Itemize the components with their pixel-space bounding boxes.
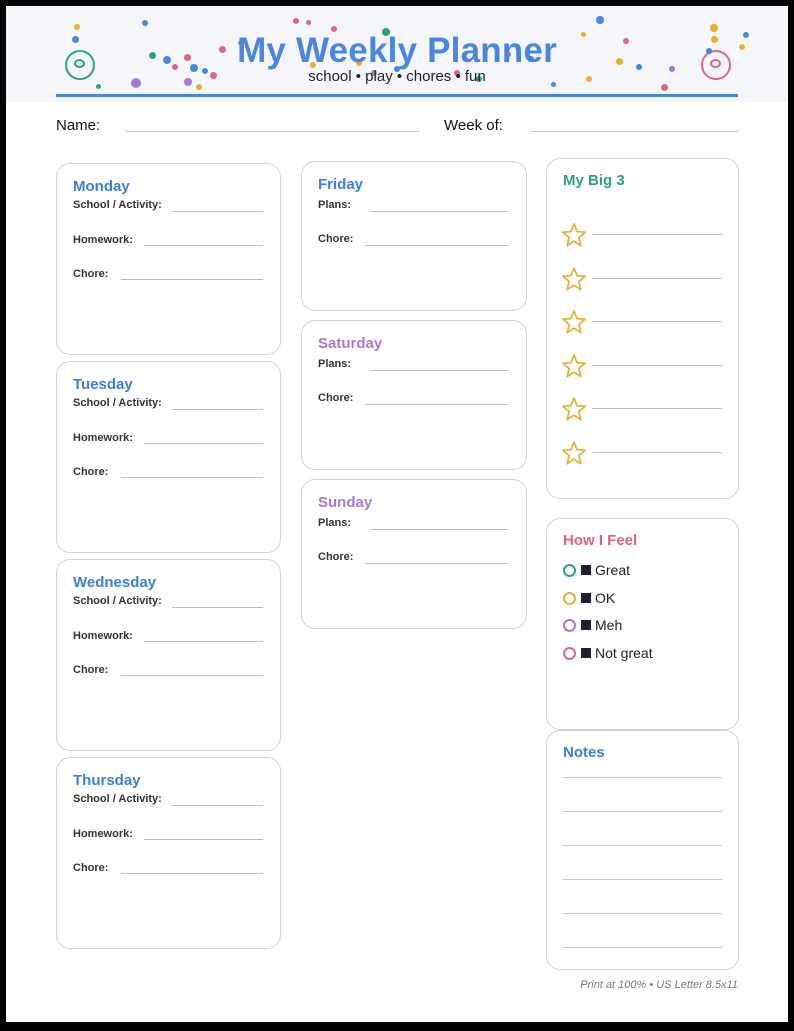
field-label: Chore: bbox=[318, 233, 354, 245]
checkbox-square-icon bbox=[581, 620, 591, 630]
mood-label: Not great bbox=[595, 645, 653, 661]
day-card-wednesday bbox=[56, 559, 281, 751]
circle-icon bbox=[563, 647, 576, 660]
day-title: Friday bbox=[318, 176, 364, 193]
field-line[interactable] bbox=[365, 404, 508, 405]
day-card-tuesday bbox=[56, 361, 281, 553]
feel-title: How I Feel bbox=[563, 532, 638, 549]
page-subtitle: school • play • chores • fun bbox=[308, 68, 486, 85]
field-label: Plans: bbox=[318, 517, 352, 529]
star-icon bbox=[561, 353, 587, 379]
field-label: Homework: bbox=[73, 828, 133, 840]
big3-line[interactable] bbox=[592, 452, 722, 453]
field-line[interactable] bbox=[144, 245, 263, 246]
field-label: School / Activity: bbox=[73, 793, 162, 805]
field-line[interactable] bbox=[172, 805, 263, 806]
day-title: Monday bbox=[73, 178, 130, 195]
field-line[interactable] bbox=[172, 211, 263, 212]
field-line[interactable] bbox=[121, 279, 263, 280]
mood-option-not-great[interactable] bbox=[563, 644, 653, 662]
mood-label: OK bbox=[595, 590, 616, 606]
day-card-friday bbox=[301, 161, 527, 311]
big3-title: My Big 3 bbox=[563, 172, 625, 189]
notes-title: Notes bbox=[563, 744, 605, 761]
star-icon bbox=[561, 309, 587, 335]
field-label: School / Activity: bbox=[73, 595, 162, 607]
field-line[interactable] bbox=[144, 443, 263, 444]
field-line[interactable] bbox=[121, 477, 263, 478]
field-line[interactable] bbox=[172, 409, 263, 410]
name-label: Name: bbox=[56, 117, 101, 134]
star-icon bbox=[561, 222, 587, 248]
star-icon bbox=[561, 440, 587, 466]
mood-option-great[interactable] bbox=[563, 561, 630, 579]
field-label: Chore: bbox=[73, 862, 109, 874]
field-line[interactable] bbox=[121, 873, 263, 874]
notes-line[interactable] bbox=[563, 913, 722, 914]
field-label: Plans: bbox=[318, 199, 352, 211]
circle-icon bbox=[563, 619, 576, 632]
field-line[interactable] bbox=[144, 641, 263, 642]
notes-card bbox=[546, 730, 739, 970]
checkbox-square-icon bbox=[581, 648, 591, 658]
circle-icon bbox=[563, 592, 576, 605]
confetti-dot bbox=[596, 16, 604, 24]
notes-line[interactable] bbox=[563, 777, 722, 778]
field-label: Homework: bbox=[73, 234, 133, 246]
field-label: Chore: bbox=[73, 664, 109, 676]
week-of-line[interactable] bbox=[531, 131, 738, 132]
circle-icon bbox=[563, 564, 576, 577]
big3-line[interactable] bbox=[592, 408, 722, 409]
notes-line[interactable] bbox=[563, 811, 722, 812]
print-note: Print at 100% • US Letter 8.5x11 bbox=[580, 979, 738, 991]
planner-page bbox=[6, 6, 788, 1022]
confetti-dot bbox=[142, 20, 148, 26]
mood-label: Meh bbox=[595, 617, 623, 633]
notes-line[interactable] bbox=[563, 947, 722, 948]
name-line[interactable] bbox=[126, 131, 420, 132]
field-line[interactable] bbox=[370, 370, 508, 371]
field-label: Chore: bbox=[318, 551, 354, 563]
big3-line[interactable] bbox=[592, 365, 722, 366]
day-card-sunday bbox=[301, 479, 527, 629]
day-title: Thursday bbox=[73, 772, 141, 789]
week-of-label: Week of: bbox=[444, 117, 503, 134]
notes-line[interactable] bbox=[563, 879, 722, 880]
field-label: Chore: bbox=[73, 466, 109, 478]
field-label: Homework: bbox=[73, 630, 133, 642]
confetti-dot bbox=[293, 18, 299, 24]
big3-line[interactable] bbox=[592, 278, 722, 279]
big3-card bbox=[546, 158, 739, 499]
checkbox-square-icon bbox=[581, 593, 591, 603]
day-title: Tuesday bbox=[73, 376, 133, 393]
header-rule bbox=[56, 94, 738, 97]
page-title: My Weekly Planner bbox=[237, 31, 557, 70]
field-label: Chore: bbox=[318, 392, 354, 404]
day-title: Sunday bbox=[318, 494, 373, 511]
big3-line[interactable] bbox=[592, 321, 722, 322]
field-line[interactable] bbox=[365, 563, 508, 564]
notes-line[interactable] bbox=[563, 845, 722, 846]
day-card-saturday bbox=[301, 320, 527, 470]
day-title: Wednesday bbox=[73, 574, 157, 591]
confetti-dot bbox=[661, 84, 668, 91]
checkbox-square-icon bbox=[581, 565, 591, 575]
star-icon bbox=[561, 266, 587, 292]
field-label: School / Activity: bbox=[73, 199, 162, 211]
field-label: Plans: bbox=[318, 358, 352, 370]
header-banner bbox=[6, 6, 788, 102]
field-line[interactable] bbox=[370, 211, 508, 212]
day-card-thursday bbox=[56, 757, 281, 949]
feel-card bbox=[546, 518, 739, 730]
field-label: Chore: bbox=[73, 268, 109, 280]
mood-option-ok[interactable] bbox=[563, 589, 615, 607]
star-icon bbox=[561, 396, 587, 422]
field-label: School / Activity: bbox=[73, 397, 162, 409]
big3-line[interactable] bbox=[592, 234, 722, 235]
field-label: Homework: bbox=[73, 432, 133, 444]
confetti-dot bbox=[306, 20, 311, 25]
field-line[interactable] bbox=[172, 607, 263, 608]
confetti-dot bbox=[74, 24, 80, 30]
mood-option-meh[interactable] bbox=[563, 616, 622, 634]
field-line[interactable] bbox=[370, 529, 508, 530]
mood-label: Great bbox=[595, 562, 631, 578]
field-line[interactable] bbox=[144, 839, 263, 840]
field-line[interactable] bbox=[365, 245, 508, 246]
day-card-monday bbox=[56, 163, 281, 355]
field-line[interactable] bbox=[121, 675, 263, 676]
day-title: Saturday bbox=[318, 335, 383, 352]
